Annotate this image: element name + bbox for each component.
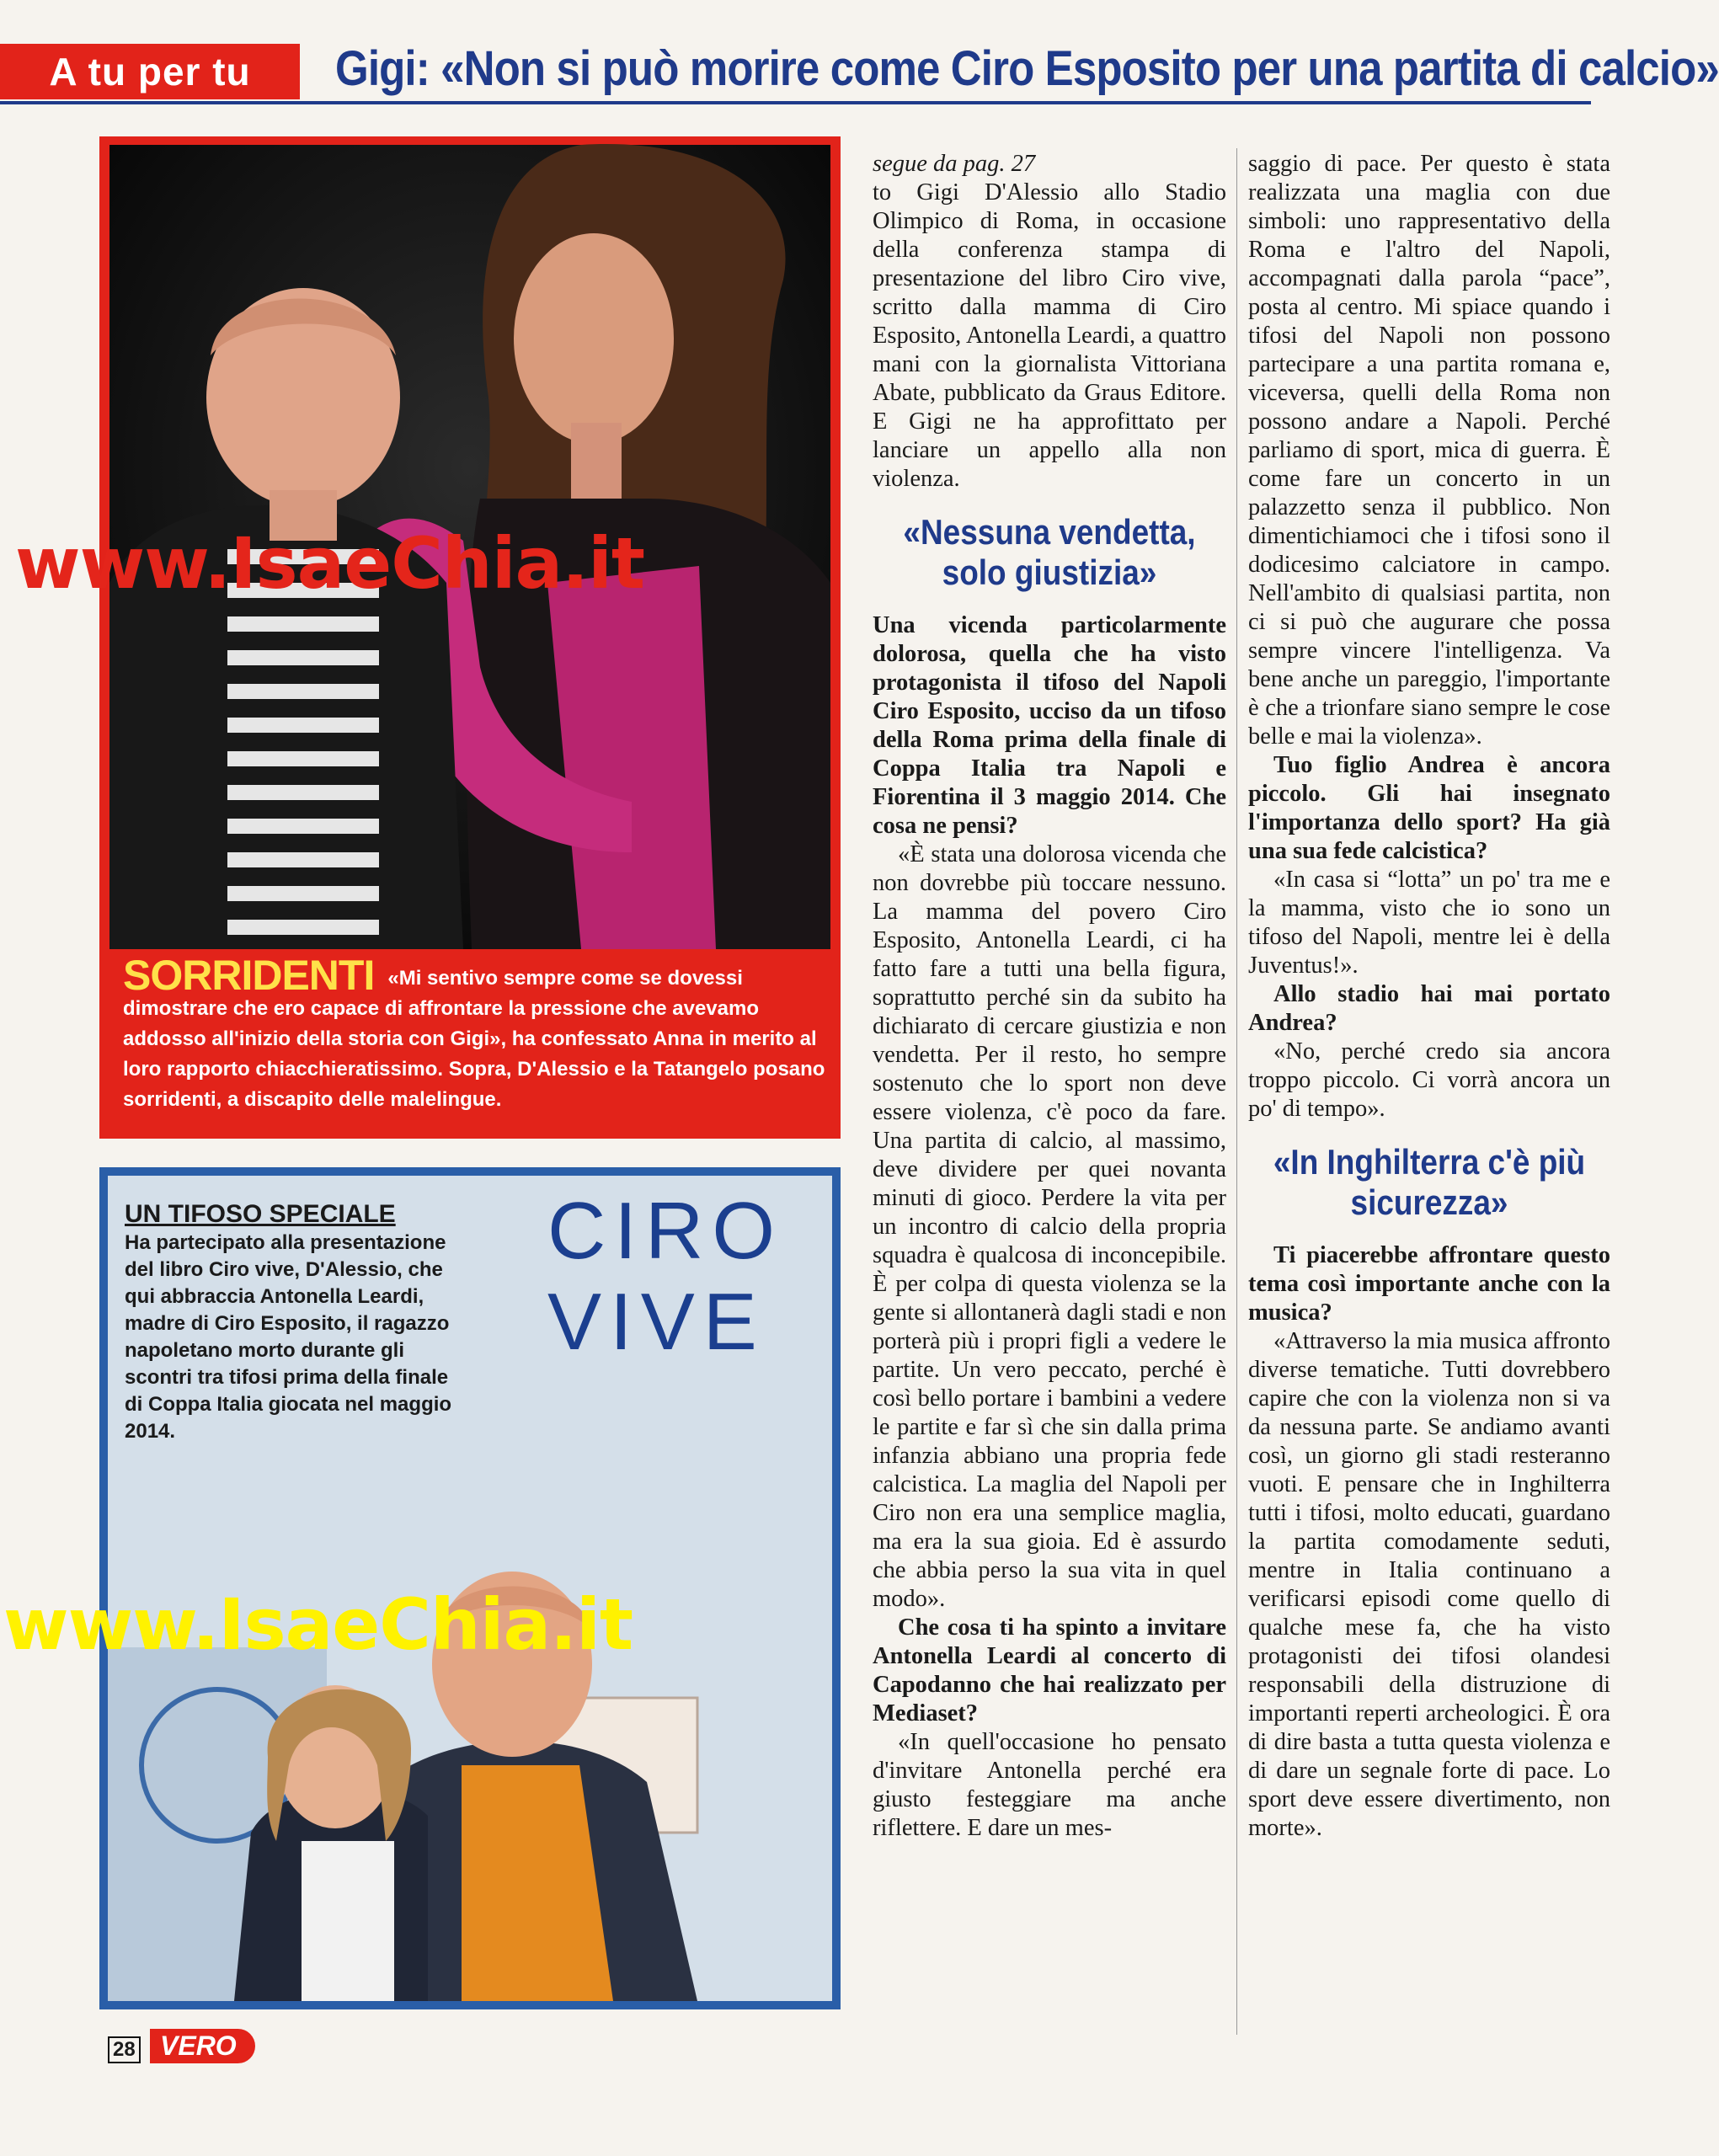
section-kicker: A tu per tu [0, 44, 300, 99]
question: Una vicenda particolarmente dolorosa, quella che ha visto protagonista il tifoso del Napoli Ciro Esposito, ucciso da un tifoso della Roma prima della finale di Coppa Italia tra Napoli e Fiorentina il 3 maggio 2014. Che cosa ne pensi? [873, 612, 1226, 839]
page-number-value: 28 [108, 2036, 141, 2063]
answer: «No, perché credo sia ancora troppo piccolo. Ci vorrà ancora un po' di tempo». [1248, 1038, 1610, 1122]
caption-top-lead: SORRIDENTI [123, 952, 375, 999]
paragraph: saggio di pace. Per questo è stata realizzata una maglia con due simboli: uno rappresentativo della Roma e l'altro del Napoli, accompagnati dalla parola “pace”, posta al centro. Mi spiace quando i tifosi del Napoli non possono partecipare a una partita romana e, viceversa, quelli della Roma non possono andare a Napoli. Perché parliamo di sport, mica di guerra. È come fare un concerto in un palazzetto senza il pubblico. Non dimentichiamoci che i tifosi sono il dodicesimo calciatore in campo. Nell'ambito di qualsiasi partita, non ci si può che augurare che possa sempre vincere l'intelligenza. Va bene anche un pareggio, l'importante è che a trionfare siano sempre le cose belle e mai la violenza». [1248, 151, 1610, 750]
question: Ti piacerebbe affrontare questo tema così importante anche con la musica? [1248, 1242, 1610, 1326]
caption-bottom-lead: UN TIFOSO SPECIALE [125, 1200, 396, 1228]
question: Tuo figlio Andrea è ancora piccolo. Gli hai insegnato l'importanza dello sport? Ha già una sua fede calcistica? [1248, 752, 1610, 864]
answer: «È stata una dolorosa vicenda che non dovrebbe più toccare nessuno. La mamma del povero Ciro Esposito, Antonella Leardi, ci ha fatto fare a tutti una bella figura, soprattutto perché sin da subito ha dichiarato di cercare giustizia e non vendetta. Per il resto, ho sempre sostenuto che lo sport non deve essere violenza, c'è poco da fare. Una partita di calcio, al massimo, deve dividere per quei novanta minuti di gioco. Perdere la vita per un incontro di calcio della propria squadra è qualcosa di inconcepibile. È per colpa di questa violenza se la gente si allontanerà dagli stadi e non porterà più i propri figli a vedere le partite. Un vero peccato, perché è così bello portare i bambini a vedere le partite e far sì che sin dalla prima infanzia abbiano una propria fede calcistica. La maglia del Napoli per Ciro non era una semplice maglia, ma era la sua gioia. Ed è assurdo che abbia perso la sua vita in quel modo». [873, 841, 1226, 1612]
answer: «In casa si “lotta” un po' tra me e la mamma, visto che io sono un tifoso del Napoli, mentre lei è della Juventus!». [1248, 867, 1610, 979]
caption-bottom-text: Ha partecipato alla presentazione del libro Ciro vive, D'Alessio, che qui abbraccia Antonella Leardi, madre di Ciro Esposito, il ragazzo napoletano morto durante gli scontri tra tifosi prima della finale di Coppa Italia giocata nel maggio 2014. [125, 1231, 452, 1443]
magazine-logo: VERO [150, 2029, 255, 2063]
ciro-vive-sign: CIRO VIVE [547, 1186, 783, 1367]
caption-top-text: «Mi sentivo sempre come se dovessi dimostrare che ero capace di affrontare la pressione che avevamo addosso all'inizio della storia con Gigi», ha confessato Anna in merito al loro rapporto chiacchieratissimo. Sopra, D'Alessio e la Tatangelo posano sorridenti, a discapito delle malelingue. [123, 967, 825, 1111]
watermark-bottom: www.IsaeChia.it [3, 1583, 633, 1666]
article-column-right [1248, 150, 1610, 2053]
article-column-middle [873, 150, 1226, 1843]
page-number [108, 2036, 141, 2063]
watermark-top: www.IsaeChia.it [15, 522, 645, 605]
photo-top-caption [123, 952, 827, 1115]
question: Allo stadio hai mai portato Andrea? [1248, 981, 1610, 1036]
headline: Gigi: «Non si può morire come Ciro Esposito per una partita di calcio» [335, 41, 1719, 96]
subheading: «Nessuna vendetta, solo giustizia» [903, 512, 1196, 592]
photo-bottom-caption [125, 1201, 457, 1445]
subheading: «In Inghilterra c'è più sicurezza» [1273, 1142, 1586, 1222]
column-divider [1236, 148, 1237, 2035]
answer: «Attraverso la mia musica affronto diverse tematiche. Tutti dovrebbero capire che con la violenza non si va da nessuna parte. Se andiamo avanti così, un giorno gli stadi resteranno vuoti. E pensare che in Inghilterra tutti i tifosi, molto educati, guardano la partita comodamente seduti, mentre in Italia continuano a verificarsi episodi come quello di qualche mese fa, che ha visto protagonisti dei tifosi olandesi responsabili della distruzione di importanti reperti archeologici. È ora di dire basta a tutta questa violenza e di dare un segnale forte di pace. Lo sport deve essere divertimento, non morte». [1248, 1328, 1610, 1841]
header-rule [0, 101, 1591, 104]
question: Che cosa ti ha spinto a invitare Antonella Leardi al concerto di Capodanno che hai realizzato per Mediaset? [873, 1614, 1226, 1726]
paragraph: to Gigi D'Alessio allo Stadio Olimpico di Roma, in occasione della conferenza stampa di presentazione del libro Ciro vive, scritto dalla mamma di Ciro Esposito, Antonella Leardi, a quattro mani con la giornalista Vittoriana Abate, pubblicato da Graus Editore. E Gigi ne ha approfittato per lanciare un appello alla non violenza. [873, 179, 1226, 492]
segue-note: segue da pag. 27 [873, 151, 1036, 177]
answer: «In quell'occasione ho pensato d'invitare Antonella perché era giusto festeggiare ma anche riflettere. E dare un mes- [873, 1729, 1226, 1841]
